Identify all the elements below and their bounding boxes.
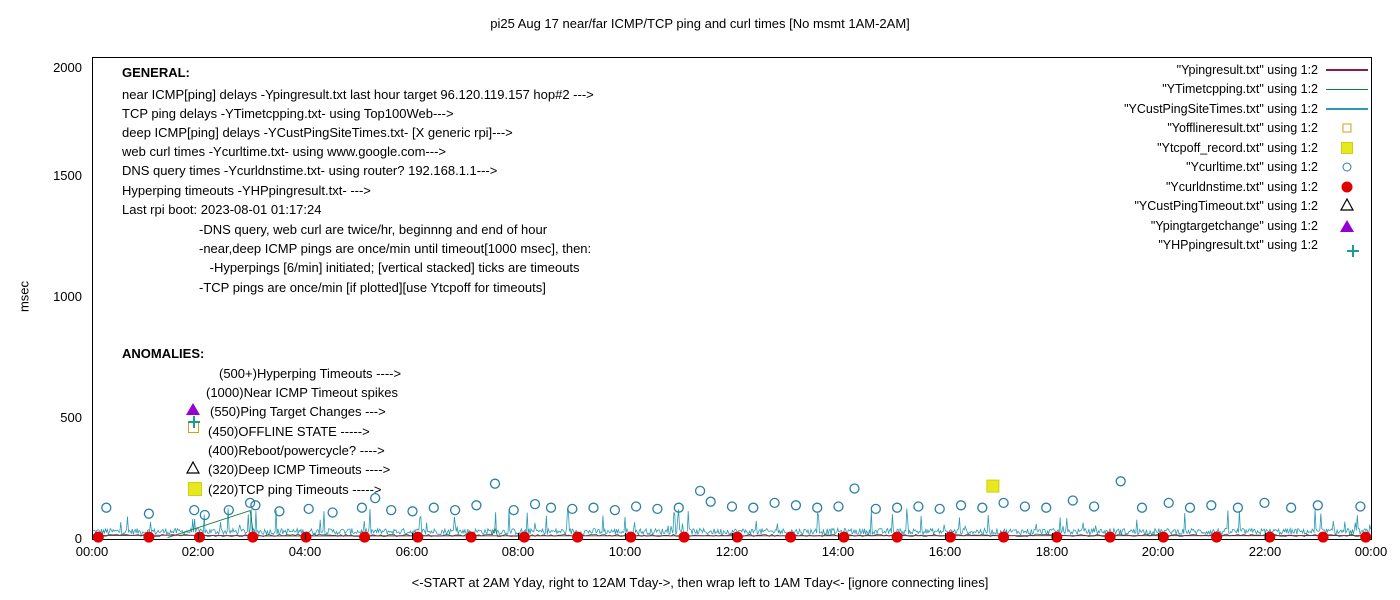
legend-key-open-triangle-icon [1324, 197, 1370, 216]
general-note-1: TCP ping delays -YTimetcpping.txt- using Top100Web---> [122, 106, 454, 121]
anomaly-symbol-ping-target-change [186, 403, 200, 415]
legend-label-4: "Ytcpoff_record.txt" using 1:2 [1157, 140, 1318, 155]
x-tick-12: 00:00 [1354, 544, 1388, 559]
legend-key-line-ypingresult [1324, 60, 1370, 79]
x-tick-6: 12:00 [715, 544, 749, 559]
y-tick-1000: 1000 [53, 289, 82, 304]
legend-row-9 [1060, 236, 1370, 256]
x-tick-3: 06:00 [395, 544, 429, 559]
legend-key-open-square-icon [1324, 119, 1370, 138]
legend-row-7 [1060, 197, 1370, 217]
anomalies-heading: ANOMALIES: [122, 346, 205, 361]
legend-row-4 [1060, 138, 1370, 158]
legend-label-3: "Yofflineresult.txt" using 1:2 [1167, 121, 1318, 136]
general-note-4: DNS query times -Ycurldnstime.txt- using router? 192.168.1.1---> [122, 163, 498, 178]
anomaly-label-6: (220)TCP ping Timeouts -----> [208, 482, 382, 497]
x-tick-7: 14:00 [821, 544, 855, 559]
x-tick-9: 18:00 [1035, 544, 1069, 559]
general-note-3: web curl times -Ycurltime.txt- using www.google.com---> [122, 144, 447, 159]
y-tick-1500: 1500 [53, 168, 82, 183]
legend-key-filled-triangle-icon [1324, 216, 1370, 235]
legend-label-7: "YCustPingTimeout.txt" using 1:2 [1134, 199, 1318, 214]
anomaly-label-0: (500+)Hyperping Timeouts ----> [219, 366, 402, 381]
y-tick-0: 0 [74, 531, 82, 546]
general-note-0: near ICMP[ping] delays -Ypingresult.txt last hour target 96.120.119.157 hop#2 ---> [122, 87, 594, 102]
y-axis-label: msec [16, 280, 32, 313]
general-note-indented-3: -TCP pings are once/min [if plotted][use Ytcpoff for timeouts] [199, 280, 546, 295]
x-tick-1: 02:00 [181, 544, 215, 559]
y-tick-2000: 2000 [53, 60, 82, 75]
legend-row-2 [1060, 99, 1370, 119]
x-tick-4: 08:00 [501, 544, 535, 559]
legend-key-filled-circle-icon [1324, 177, 1370, 196]
general-note-indented-0: -DNS query, web curl are twice/hr, beginnng and end of hour [199, 222, 548, 237]
anomaly-label-2: (550)Ping Target Changes ---> [210, 404, 386, 419]
legend-label-9: "YHPpingresult.txt" using 1:2 [1158, 238, 1318, 253]
anomaly-symbol-deep-icmp-timeout [186, 461, 200, 479]
anomaly-symbol-hyperping-plus [188, 416, 200, 428]
legend-row-1 [1060, 80, 1370, 100]
legend-key-line-ycustpingsitetimes [1324, 99, 1370, 118]
anomaly-label-1: (1000)Near ICMP Timeout spikes [206, 385, 398, 400]
legend-key-open-circle-icon [1324, 158, 1370, 177]
general-note-2: deep ICMP[ping] delays -YCustPingSiteTimes.txt- [X generic rpi]---> [122, 125, 513, 140]
anomaly-symbol-tcp-ping-timeout [188, 482, 202, 496]
x-tick-11: 22:00 [1248, 544, 1282, 559]
x-tick-8: 16:00 [928, 544, 962, 559]
x-axis-label: <-START at 2AM Yday, right to 12AM Tday->, then wrap left to 1AM Tday<- [ignore connecting lines] [411, 575, 989, 590]
legend-row-0 [1060, 60, 1370, 80]
legend-label-0: "Ypingresult.txt" using 1:2 [1176, 62, 1318, 77]
x-tick-10: 20:00 [1141, 544, 1175, 559]
legend-label-5: "Ycurltime.txt" using 1:2 [1186, 160, 1318, 175]
legend-key-filled-square-icon [1324, 138, 1370, 157]
legend-key-line-ytimetcpping [1324, 80, 1370, 99]
anomaly-label-5: (320)Deep ICMP Timeouts ----> [208, 462, 391, 477]
general-note-6: Last rpi boot: 2023-08-01 01:17:24 [122, 202, 322, 217]
general-note-indented-2: -Hyperpings [6/min] initiated; [vertical stacked] ticks are timeouts [206, 260, 580, 275]
chart-title: pi25 Aug 17 near/far ICMP/TCP ping and curl times [No msmt 1AM-2AM] [490, 16, 910, 31]
x-tick-0: 00:00 [75, 544, 109, 559]
general-note-indented-1: -near,deep ICMP pings are once/min until timeout[1000 msec], then: [199, 241, 592, 256]
x-tick-5: 10:00 [608, 544, 642, 559]
legend-label-1: "YTimetcpping.txt" using 1:2 [1162, 82, 1318, 97]
legend-row-3 [1060, 119, 1370, 139]
general-heading: GENERAL: [122, 65, 190, 80]
legend-row-6 [1060, 177, 1370, 197]
legend-label-2: "YCustPingSiteTimes.txt" using 1:2 [1124, 101, 1318, 116]
legend-label-8: "Ypingtargetchange" using 1:2 [1150, 218, 1318, 233]
anomaly-label-3: (450)OFFLINE STATE -----> [208, 424, 370, 439]
general-note-5: Hyperping timeouts -YHPpingresult.txt- ---> [122, 183, 371, 198]
legend-row-8 [1060, 216, 1370, 236]
legend-label-6: "Ycurldnstime.txt" using 1:2 [1166, 179, 1318, 194]
legend-key-plus-icon [1324, 236, 1370, 255]
anomaly-label-4: (400)Reboot/powercycle? ----> [208, 443, 385, 458]
x-tick-2: 04:00 [288, 544, 322, 559]
y-tick-500: 500 [60, 410, 82, 425]
legend-row-5 [1060, 158, 1370, 178]
legend [1060, 60, 1370, 255]
